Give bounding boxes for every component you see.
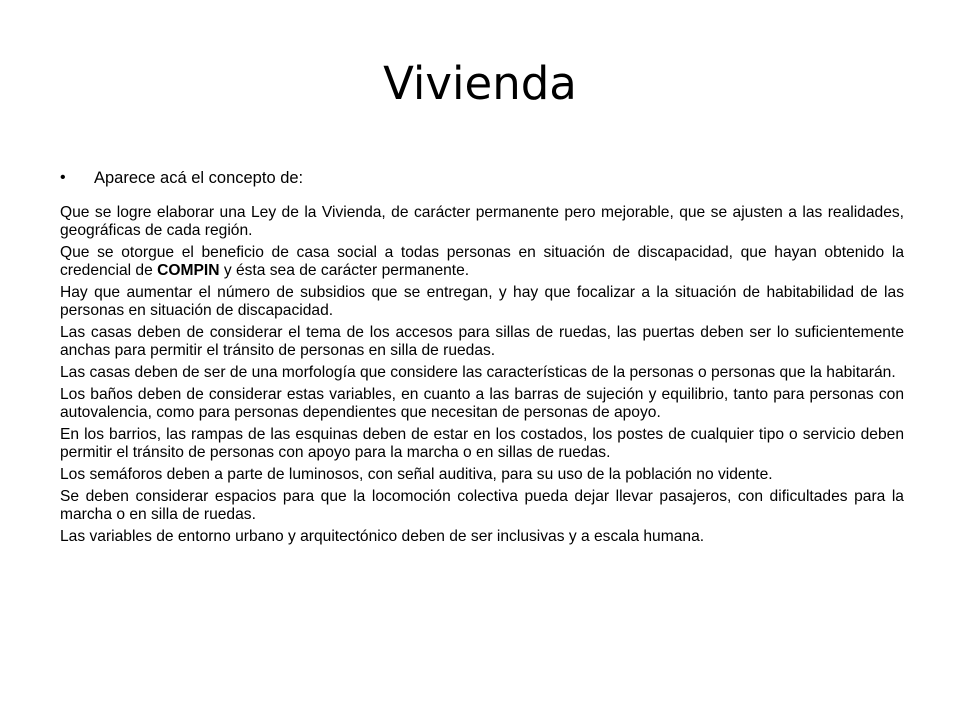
paragraph-casa-social-part1: Que se otorgue el beneficio de casa social a todas personas en situación de discapacidad, que hayan obtenido la credencial de: [60, 244, 904, 279]
bullet-text: Aparece acá el concepto de:: [94, 169, 304, 187]
paragraph-subsidios: Hay que aumentar el número de subsidios que se entregan, y hay que focalizar a la situación de habitabilidad de las personas en situación de discapacidad.: [60, 284, 904, 319]
paragraph-casa-social-part2: y ésta sea de carácter permanente.: [223, 262, 470, 279]
paragraph-casa-social: [60, 244, 904, 280]
paragraph-entorno: Las variables de entorno urbano y arquitectónico deben de ser inclusivas y a escala humana.: [60, 528, 705, 545]
paragraph-morfologia: Las casas deben de ser de una morfología que considere las características de la personas o personas que la habitarán.: [60, 364, 896, 381]
paragraph-locomocion: Se deben considerar espacios para que la locomoción colectiva pueda dejar llevar pasajeros, con dificultades para la marcha o en silla de ruedas.: [60, 488, 904, 523]
bullet-dot-icon: •: [60, 169, 66, 186]
slide-title: Vivienda: [383, 57, 577, 110]
paragraph-semaforos: Los semáforos deben a parte de luminosos, con señal auditiva, para su uso de la población no vidente.: [60, 466, 773, 483]
compin-emphasis: COMPIN: [157, 262, 220, 279]
bullet-item: [60, 168, 904, 188]
paragraph-accesos: Las casas deben de considerar el tema de los accesos para sillas de ruedas, las puertas deben ser lo suficientemente anchas para permitir el tránsito de personas en silla de ruedas.: [60, 324, 904, 359]
paragraph-barrios: En los barrios, las rampas de las esquinas deben de estar en los costados, los postes de cualquier tipo o servicio deben permitir el tránsito de personas con apoyo para la marcha o en sillas de ruedas.: [60, 426, 904, 461]
slide-content: [60, 168, 904, 550]
paragraph-banos: Los baños deben de considerar estas variables, en cuanto a las barras de sujeción y equilibrio, tanto para personas con autovalencia, como para personas dependientes que necesitan de personas de apoyo.: [60, 386, 904, 421]
paragraph-ley-vivienda: Que se logre elaborar una Ley de la Vivienda, de carácter permanente pero mejorable, que se ajusten a las realidades, geográficas de cada región.: [60, 204, 904, 239]
